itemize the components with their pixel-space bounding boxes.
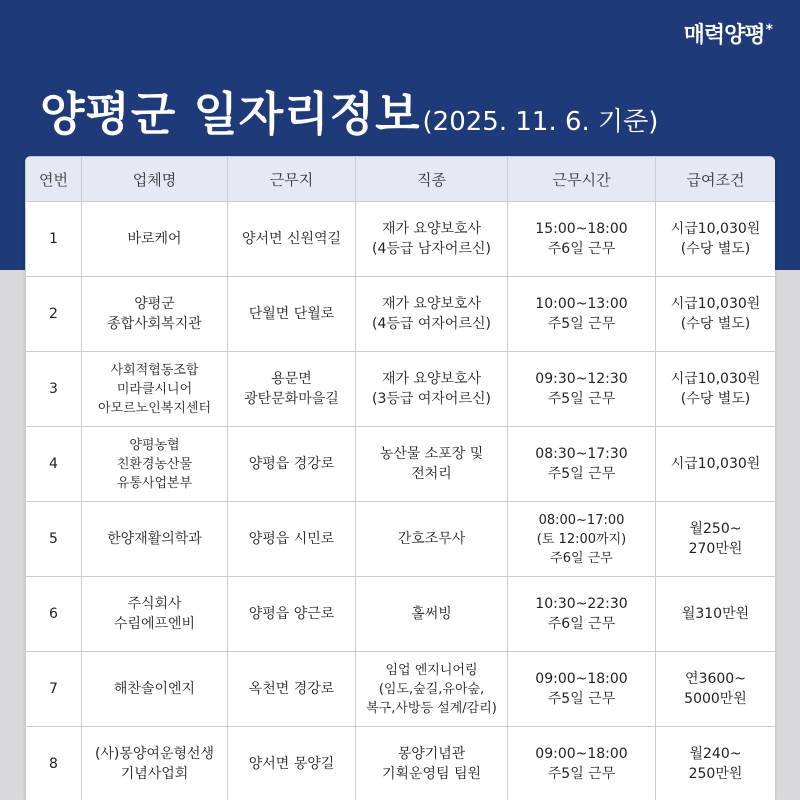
cell-pay-line: 월240~: [689, 746, 742, 762]
cell-hours-line: 주5일 근무: [547, 691, 616, 707]
cell-hours-line: 주6일 근무: [547, 616, 616, 632]
cell-location-line: 용문면: [271, 371, 312, 387]
cell-pay-line: (수당 별도): [680, 241, 751, 257]
cell-pay: [656, 652, 776, 727]
cell-company-line: 사회적협동조합: [110, 362, 199, 378]
cell-location: [228, 727, 356, 800]
cell-job-line: (4등급 남자어르신): [372, 241, 491, 257]
table-row: [26, 727, 776, 800]
brand-star-icon: *: [765, 21, 772, 38]
cell-pay-line: (수당 별도): [680, 391, 751, 407]
cell-pay: [656, 727, 776, 800]
cell-job-line: 임업 엔지니어링: [385, 662, 478, 678]
cell-job-line: (4등급 여자어르신): [372, 316, 491, 332]
cell-pay: [656, 202, 776, 277]
cell-location-line: 단월면 단월로: [248, 306, 335, 322]
column-location-header: 근무지: [228, 157, 356, 202]
cell-hours-line: 주5일 근무: [547, 466, 616, 482]
cell-hours-line: 주6일 근무: [547, 241, 616, 257]
cell-job-line: (3등급 여자어르신): [372, 391, 491, 407]
cell-company-line: 양평군: [134, 296, 175, 312]
cell-job: [356, 277, 508, 352]
cell-hours: [508, 652, 656, 727]
cell-company-line: 해찬솔이엔지: [113, 681, 196, 697]
cell-no: 7: [26, 652, 82, 727]
column-company-header: 업체명: [82, 157, 228, 202]
cell-hours: [508, 352, 656, 427]
cell-pay-line: 시급10,030원: [670, 221, 761, 237]
cell-pay-line: 시급10,030원: [670, 296, 761, 312]
cell-pay-line: 270만원: [688, 541, 743, 557]
cell-company-line: 수림에프엔비: [113, 616, 196, 632]
cell-location: [228, 352, 356, 427]
cell-hours: [508, 202, 656, 277]
cell-pay-line: 250만원: [688, 766, 743, 782]
cell-hours-line: 15:00~18:00: [535, 221, 628, 237]
cell-hours-line: 주5일 근무: [547, 391, 616, 407]
cell-location: [228, 202, 356, 277]
cell-pay: [656, 352, 776, 427]
cell-job-line: 농산물 소포장 및: [379, 446, 484, 462]
cell-hours: [508, 277, 656, 352]
cell-job-line: (임도,숲길,유아숲,: [378, 681, 485, 697]
cell-company: [82, 202, 228, 277]
cell-company-line: 아모르노인복지센터: [97, 400, 212, 416]
cell-location: [228, 277, 356, 352]
cell-job: [356, 652, 508, 727]
cell-pay: [656, 277, 776, 352]
cell-company-line: (사)몽양여운형선생: [94, 746, 215, 762]
cell-job: [356, 502, 508, 577]
cell-no: 6: [26, 577, 82, 652]
table-row: [26, 577, 776, 652]
cell-job-line: 재가 요양보호사: [381, 371, 482, 387]
cell-location-line: 양평읍 시민로: [248, 531, 335, 547]
cell-hours: [508, 577, 656, 652]
cell-pay-line: 시급10,030원: [670, 456, 761, 472]
job-table-card: [25, 156, 775, 800]
cell-pay-line: 월310만원: [681, 606, 750, 622]
cell-job-line: 홀써빙: [411, 606, 452, 622]
brand-logo-text: 매력양평: [683, 23, 765, 48]
cell-job-line: 복구,사방등 설계/감리): [366, 700, 497, 716]
table-row: [26, 277, 776, 352]
cell-location-line: 옥천면 경강로: [248, 681, 335, 697]
cell-pay-line: (수당 별도): [680, 316, 751, 332]
cell-pay-line: 5000만원: [684, 691, 747, 707]
table-row: [26, 427, 776, 502]
cell-pay-line: 월250~: [689, 521, 742, 537]
cell-no: 8: [26, 727, 82, 800]
cell-hours-line: 주5일 근무: [547, 766, 616, 782]
cell-no: 3: [26, 352, 82, 427]
table-row: [26, 502, 776, 577]
cell-hours-line: (토 12:00까지): [536, 531, 627, 547]
cell-company: [82, 277, 228, 352]
cell-hours-line: 10:30~22:30: [535, 596, 628, 612]
cell-job-line: 기획운영팀 팀원: [381, 766, 482, 782]
cell-job-line: 간호조무사: [397, 531, 466, 547]
cell-hours-line: 09:00~18:00: [535, 671, 628, 687]
cell-company: [82, 652, 228, 727]
cell-location-line: 양서면 신원역길: [241, 231, 342, 247]
cell-location: [228, 427, 356, 502]
table-body: [26, 202, 776, 800]
cell-hours: [508, 427, 656, 502]
cell-company: [82, 577, 228, 652]
table-row: [26, 202, 776, 277]
cell-location-line: 양평읍 양근로: [248, 606, 335, 622]
reference-date: (2025. 11. 6. 기준): [422, 107, 659, 137]
brand-logo: [684, 18, 772, 49]
cell-location-line: 양평읍 경강로: [248, 456, 335, 472]
cell-no: 5: [26, 502, 82, 577]
cell-pay: [656, 502, 776, 577]
cell-job-line: 몽양기념관: [397, 746, 466, 762]
cell-company: [82, 727, 228, 800]
cell-company: [82, 502, 228, 577]
cell-hours-line: 09:30~12:30: [535, 371, 628, 387]
cell-company-line: 한양재활의학과: [107, 531, 202, 547]
cell-pay-line: 시급10,030원: [670, 371, 761, 387]
cell-hours: [508, 502, 656, 577]
cell-hours-line: 08:00~17:00: [538, 512, 625, 528]
cell-company: [82, 427, 228, 502]
page-title-block: [40, 78, 658, 144]
cell-company-line: 기념사업회: [120, 766, 189, 782]
cell-no: 4: [26, 427, 82, 502]
page-title: 양평군 일자리정보: [40, 87, 421, 141]
cell-company-line: 친환경농산물: [116, 456, 193, 472]
cell-job: [356, 727, 508, 800]
cell-job-line: 재가 요양보호사: [381, 221, 482, 237]
cell-hours: [508, 727, 656, 800]
cell-company-line: 유통사업본부: [116, 475, 193, 491]
cell-location-line: 광탄문화마을길: [244, 391, 339, 407]
column-no-header: 연번: [26, 157, 82, 202]
cell-job: [356, 202, 508, 277]
cell-no: 2: [26, 277, 82, 352]
cell-location: [228, 577, 356, 652]
column-pay-header: 급여조건: [656, 157, 776, 202]
cell-company-line: 미라클시니어: [116, 381, 193, 397]
cell-company-line: 주식회사: [127, 596, 182, 612]
table-row: [26, 652, 776, 727]
cell-job: [356, 352, 508, 427]
cell-hours-line: 09:00~18:00: [535, 746, 628, 762]
cell-location: [228, 502, 356, 577]
cell-no: 1: [26, 202, 82, 277]
cell-job-line: 재가 요양보호사: [381, 296, 482, 312]
cell-location: [228, 652, 356, 727]
cell-company: [82, 352, 228, 427]
cell-hours-line: 주5일 근무: [547, 316, 616, 332]
table-header-row: [26, 157, 776, 202]
cell-job: [356, 577, 508, 652]
column-job-header: 직종: [356, 157, 508, 202]
cell-job-line: 전처리: [411, 466, 452, 482]
cell-hours-line: 주6일 근무: [550, 550, 613, 566]
cell-hours-line: 10:00~13:00: [535, 296, 628, 312]
column-hours-header: 근무시간: [508, 157, 656, 202]
cell-company-line: 양평농협: [129, 437, 180, 453]
cell-job: [356, 427, 508, 502]
cell-location-line: 양서면 몽양길: [248, 756, 335, 772]
cell-company-line: 종합사회복지관: [107, 316, 202, 332]
table-row: [26, 352, 776, 427]
job-table: [25, 156, 775, 800]
cell-pay-line: 연3600~: [685, 671, 746, 687]
cell-pay: [656, 427, 776, 502]
cell-pay: [656, 577, 776, 652]
cell-hours-line: 08:30~17:30: [535, 446, 628, 462]
cell-company-line: 바로케어: [127, 231, 182, 247]
